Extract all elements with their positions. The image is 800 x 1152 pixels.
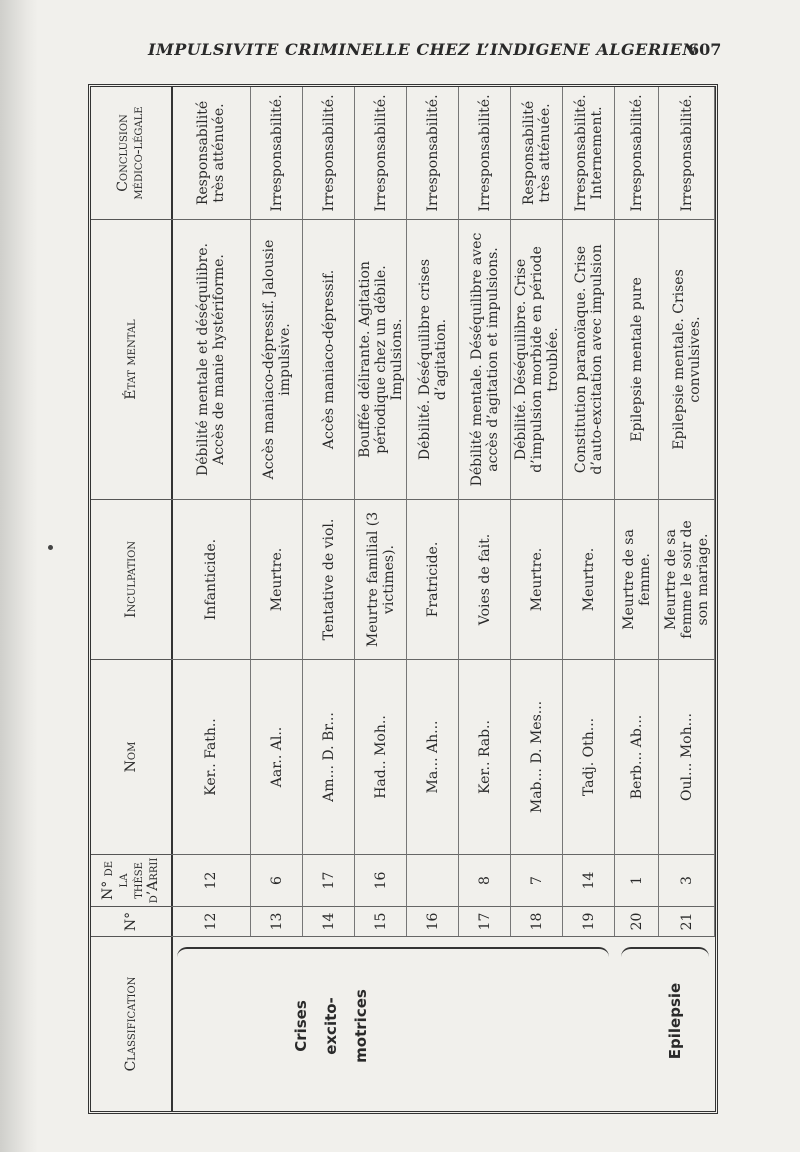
conclusion-cell: Irresponsabilité. Internement. <box>563 87 615 219</box>
header-classification: Classification <box>91 936 171 1111</box>
classification-cell <box>615 936 659 1111</box>
group-brace <box>177 947 609 961</box>
inculpation-cell: Meurtre. <box>251 499 303 659</box>
etat-mental-cell: Accès maniaco-dépressif. Jalousie impulsive. <box>251 219 303 499</box>
ink-speck <box>48 545 53 550</box>
row-number: 12 <box>171 906 251 936</box>
conclusion-cell: Responsabilité très atténuée. <box>171 87 251 219</box>
rotated-table <box>91 87 715 1111</box>
row-number: 14 <box>303 906 355 936</box>
inculpation-cell: Infanticide. <box>171 499 251 659</box>
conclusion-cell: Irresponsabilité. <box>615 87 659 219</box>
header-nom: Nom <box>91 659 171 854</box>
these-number: 3 <box>659 854 715 906</box>
etat-mental-cell: Bouffée délirante. Agitation périodique chez un débile. Impulsions. <box>355 219 407 499</box>
these-number: 1 <box>615 854 659 906</box>
patient-name: Ma... Ah... <box>407 659 459 854</box>
page-gutter-shadow <box>0 0 38 1152</box>
conclusion-cell: Irresponsabilité. <box>659 87 715 219</box>
these-number: 12 <box>171 854 251 906</box>
patient-name: Aar.. Al.. <box>251 659 303 854</box>
these-number: 14 <box>563 854 615 906</box>
conclusion-cell: Irresponsabilité. <box>355 87 407 219</box>
these-number: 7 <box>511 854 563 906</box>
etat-mental-cell: Débilité. Déséquilibre. Crise d’impulsion morbide en période troublée. <box>511 219 563 499</box>
group-label-line: motrices <box>352 989 370 1063</box>
row-number: 21 <box>659 906 715 936</box>
header-these-number: N° de la thèse d’Arrii <box>91 854 171 906</box>
header-inculpation: Inculpation <box>91 499 171 659</box>
row-number: 13 <box>251 906 303 936</box>
page-header <box>0 38 800 68</box>
inculpation-cell: Fratricide. <box>407 499 459 659</box>
these-number: 16 <box>355 854 407 906</box>
conclusion-cell: Irresponsabilité. <box>251 87 303 219</box>
header-conclusion: Conclusion médico-légale <box>115 106 146 200</box>
inculpation-cell: Voies de fait. <box>459 499 511 659</box>
patient-name: Tadj. Oth... <box>563 659 615 854</box>
page-number: 607 <box>688 40 722 59</box>
patient-name: Had.. Moh.. <box>355 659 407 854</box>
patient-name: Am... D. Br... <box>303 659 355 854</box>
classification-cell <box>171 936 251 1111</box>
inculpation-cell: Meurtre de sa femme. <box>615 499 659 659</box>
conclusion-cell: Irresponsabilité. <box>407 87 459 219</box>
patient-name: Oul... Moh... <box>659 659 715 854</box>
etat-mental-cell: Débilité. Déséquilibre crises d’agitation. <box>407 219 459 499</box>
patient-name: Ker.. Rab.. <box>459 659 511 854</box>
row-number: 20 <box>615 906 659 936</box>
these-number <box>407 854 459 906</box>
inculpation-cell: Meurtre familial (3 victimes). <box>355 499 407 659</box>
group-brace <box>621 947 709 961</box>
inculpation-cell: Meurtre. <box>563 499 615 659</box>
conclusion-cell: Irresponsabilité. <box>303 87 355 219</box>
etat-mental-cell: Constitution paranoïaque. Crise d’auto-excitation avec impulsion <box>563 219 615 499</box>
row-number: 18 <box>511 906 563 936</box>
patient-name: Berb... Ab... <box>615 659 659 854</box>
inculpation-cell: Tentative de viol. <box>303 499 355 659</box>
these-number: 17 <box>303 854 355 906</box>
etat-mental-cell: Epilepsie mentale pure <box>615 219 659 499</box>
etat-mental-cell: Epilepsie mentale. Crises convulsives. <box>659 219 715 499</box>
group-label-line: excito- <box>322 997 340 1055</box>
these-number: 8 <box>459 854 511 906</box>
row-number: 15 <box>355 906 407 936</box>
group-label-line: Crises <box>292 1000 310 1052</box>
patient-name: Mab... D. Mes... <box>511 659 563 854</box>
etat-mental-cell: Accès maniaco-dépressif. <box>303 219 355 499</box>
inculpation-cell: Meurtre. <box>511 499 563 659</box>
inculpation-cell: Meurtre de sa femme le soir de son mariage. <box>659 499 715 659</box>
conclusion-cell: Irresponsabilité. <box>459 87 511 219</box>
group-label <box>286 961 376 1091</box>
row-number: 16 <box>407 906 459 936</box>
header-etat-mental: État mental <box>91 219 171 499</box>
classification-cell <box>407 936 459 1111</box>
row-number: 17 <box>459 906 511 936</box>
group-label-line: Epilepsie <box>666 982 684 1060</box>
etat-mental-cell: Débilité mentale. Déséquilibre avec accès d’agitation et impulsions. <box>459 219 511 499</box>
classification-cell <box>563 936 615 1111</box>
header-number: N° <box>91 906 171 936</box>
these-number: 6 <box>251 854 303 906</box>
etat-mental-cell: Débilité mentale et déséquilibre. Accès de manie hystériforme. <box>171 219 251 499</box>
running-title: IMPULSIVITE CRIMINELLE CHEZ L’INDIGENE ALGERIEN <box>148 40 698 59</box>
row-number: 19 <box>563 906 615 936</box>
group-label <box>660 956 690 1086</box>
table-header-row <box>91 87 173 1111</box>
conclusion-cell: Responsabilité très atténuée. <box>511 87 563 219</box>
patient-name: Ker.. Fath.. <box>171 659 251 854</box>
classification-cell <box>459 936 511 1111</box>
classification-cell <box>511 936 563 1111</box>
